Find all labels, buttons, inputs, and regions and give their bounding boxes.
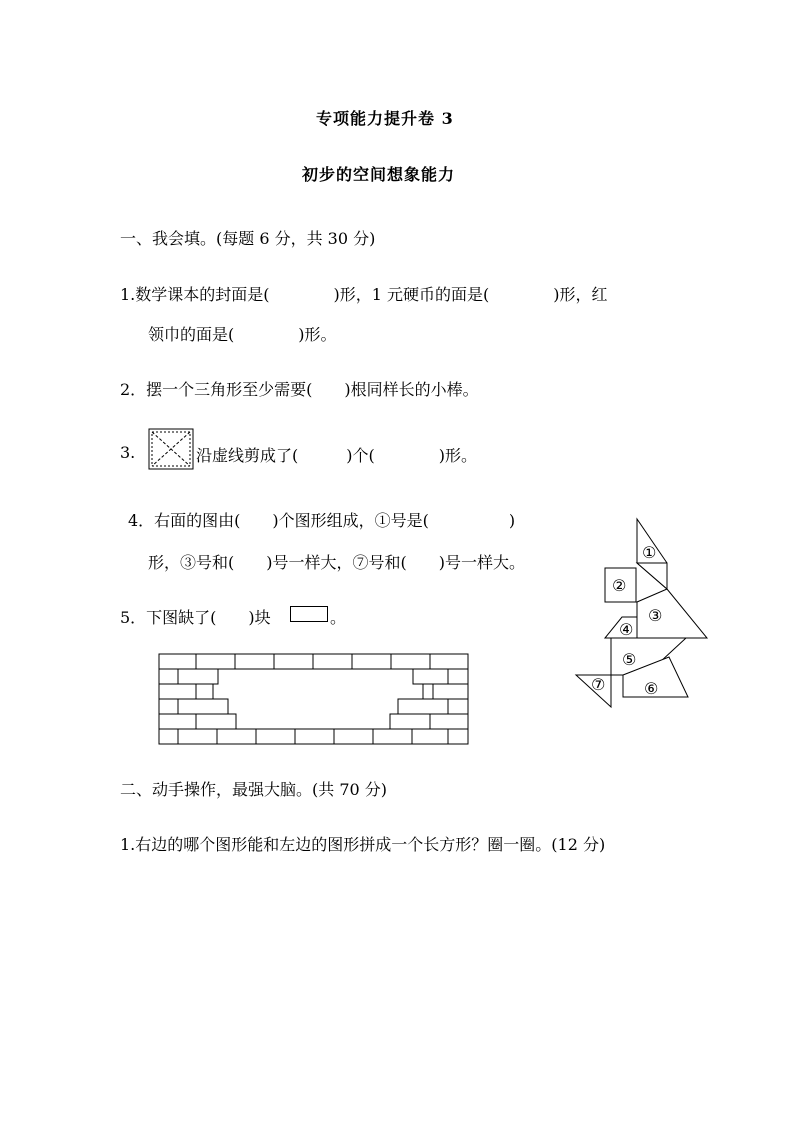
page-title: 专项能力提升卷 3 (316, 109, 454, 128)
tangram-figure (574, 517, 714, 717)
question-1-line1: 1.数学课本的封面是( )形，1 元硬币的面是( )形，红 (120, 285, 608, 304)
tangram-piece-1b (637, 563, 667, 589)
question-2: 2．摆一个三角形至少需要( )根同样长的小棒。 (120, 380, 479, 399)
tangram-label-7: ⑦ (591, 675, 606, 694)
brick-wall-figure (158, 653, 470, 747)
question-4-line2: 形，③号和( )号一样大，⑦号和( )号一样大。 (148, 553, 525, 572)
section1-heading: 一、我会填。(每题 6 分，共 30 分) (120, 229, 376, 248)
square-cut-figure (148, 428, 194, 470)
tangram-label-3: ③ (648, 606, 663, 625)
question-3-number: 3. (120, 443, 136, 462)
section2-question-1: 1.右边的哪个图形能和左边的图形拼成一个长方形？圈一圈。(12 分) (120, 835, 606, 854)
tangram-label-6: ⑥ (644, 679, 659, 698)
question-5-text: 5．下图缺了( )块 (120, 608, 271, 627)
tangram-label-5: ⑤ (622, 650, 637, 669)
question-4-line1: 4．右面的图由( )个图形组成，①号是( ) (128, 511, 516, 530)
tangram-label-4: ④ (619, 620, 634, 639)
page-subtitle: 初步的空间想象能力 (302, 165, 456, 184)
question-1-line2: 领巾的面是( )形。 (148, 325, 337, 344)
brick-outline (290, 606, 328, 622)
section2-heading: 二、动手操作，最强大脑。(共 70 分) (120, 780, 388, 799)
tangram-label-1: ① (642, 543, 657, 562)
tangram-label-2: ② (612, 576, 627, 595)
question-3-text: 沿虚线剪成了( )个( )形。 (196, 446, 477, 465)
question-5-end: 。 (330, 608, 347, 627)
